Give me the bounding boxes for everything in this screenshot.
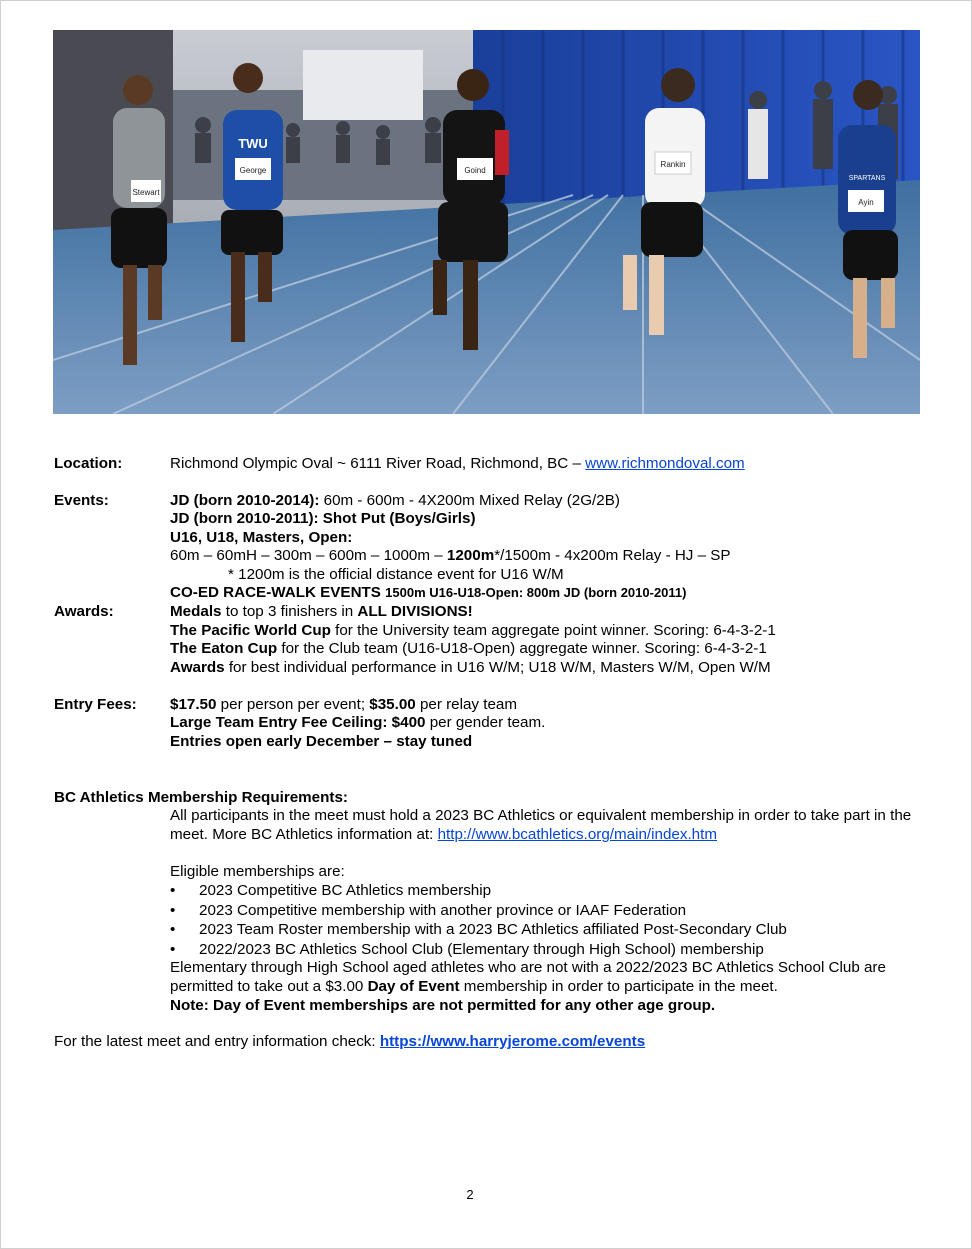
hero-photo bbox=[53, 30, 920, 414]
fee-relay: $35.00 bbox=[369, 696, 416, 713]
events-distances-1200: 1200m bbox=[446, 547, 495, 564]
bcathletics-link[interactable]: http://www.bcathletics.org/main/index.htm bbox=[437, 825, 717, 843]
list-item-text: 2022/2023 BC Athletics School Club (Elementary through High School) membership bbox=[199, 941, 764, 958]
richmond-oval-link[interactable]: www.richmondoval.com bbox=[585, 455, 745, 472]
events-label: Events: bbox=[54, 492, 109, 509]
bib-rankin: Rankin bbox=[660, 160, 686, 169]
events-distances-c: */1500m - 4x200m Relay - HJ – SP bbox=[494, 547, 731, 564]
day-of-event-bold: Day of Event bbox=[367, 977, 460, 995]
harryjerome-link[interactable]: https://www.harryjerome.com/events bbox=[379, 1033, 646, 1050]
awards-eaton-cup bbox=[170, 640, 767, 659]
racewalk-heading: CO-ED RACE-WALK EVENTS bbox=[170, 584, 386, 601]
eligible-heading: Eligible memberships are: bbox=[170, 863, 345, 880]
bib-goind: Goind bbox=[464, 166, 486, 175]
awards-medals-text: to top 3 finishers in bbox=[221, 603, 358, 620]
list-item-text: 2023 Competitive BC Athletics membership bbox=[199, 882, 492, 899]
list-item-text: 2023 Competitive membership with another province or IAAF Federation bbox=[199, 902, 687, 919]
list-item bbox=[170, 941, 764, 960]
jersey-spartans: SPARTANS bbox=[848, 175, 886, 182]
pacific-cup-text: for the University team aggregate point winner. Scoring: 6-4-3-2-1 bbox=[330, 622, 776, 639]
eaton-cup-name: The Eaton Cup bbox=[170, 640, 278, 657]
awards-label: Awards: bbox=[54, 603, 114, 620]
list-item bbox=[170, 882, 491, 901]
events-line-divisions: U16, U18, Masters, Open: bbox=[170, 529, 353, 546]
day-of-event-paragraph bbox=[170, 959, 920, 996]
day-of-event-text-a: Elementary through High School aged athletes who are not with a 2022/2023 BC Athletics School Club are permitted to take out a $3.00 bbox=[170, 959, 886, 995]
fee-ceiling-text: per gender team. bbox=[425, 714, 546, 731]
membership-paragraph bbox=[170, 807, 920, 844]
events-jd-list: 60m - 600m - 4X200m Mixed Relay (2G/2B) bbox=[319, 492, 620, 509]
racewalk-detail: 1500m U16-U18-Open: 800m JD (born 2010-2011) bbox=[385, 585, 687, 600]
fees-line-1 bbox=[170, 696, 517, 715]
events-line-jd bbox=[170, 492, 620, 511]
bullet-dot: • bbox=[170, 921, 176, 938]
latest-info-text: For the latest meet and entry information check: bbox=[54, 1033, 380, 1050]
fee-per-event: $17.50 bbox=[170, 696, 217, 713]
awards-medals-bold: Medals bbox=[170, 603, 222, 620]
eaton-cup-text: for the Club team (U16-U18-Open) aggregate winner. Scoring: 6-4-3-2-1 bbox=[277, 640, 767, 657]
awards-medals bbox=[170, 603, 473, 622]
events-distances-a: 60m – 60mH – 300m – 600m – 1000m – bbox=[170, 547, 447, 564]
events-racewalk bbox=[170, 584, 686, 603]
fee-relay-text: per relay team bbox=[415, 696, 518, 713]
bullet-dot: • bbox=[170, 902, 176, 919]
location-text: Richmond Olympic Oval ~ 6111 River Road, Richmond, BC – bbox=[170, 455, 586, 472]
bib-stewart: Stewart bbox=[132, 188, 160, 197]
membership-heading: BC Athletics Membership Requirements: bbox=[54, 789, 348, 806]
events-line-distances bbox=[170, 547, 731, 566]
sprinters-illustration bbox=[53, 30, 920, 414]
bib-ayin: Ayin bbox=[858, 198, 874, 207]
awards-individual-text: for best individual performance in U16 W/M; U18 W/M, Masters W/M, Open W/M bbox=[224, 659, 771, 676]
membership-para-text: All participants in the meet must hold a 2023 BC Athletics or equivalent membership in order to take part in the meet. More BC Athletics information at: bbox=[170, 807, 912, 843]
location-value bbox=[170, 455, 745, 474]
fee-ceiling: Large Team Entry Fee Ceiling: $400 bbox=[170, 714, 426, 731]
fees-label: Entry Fees: bbox=[54, 696, 137, 713]
events-jd-heading: JD (born 2010-2014): bbox=[170, 492, 320, 509]
list-item-text: 2023 Team Roster membership with a 2023 BC Athletics affiliated Post-Secondary Club bbox=[199, 921, 787, 938]
list-item bbox=[170, 902, 686, 921]
page-number: 2 bbox=[466, 1187, 474, 1202]
membership-note: Note: Day of Event memberships are not permitted for any other age group. bbox=[170, 997, 716, 1014]
awards-pacific-cup bbox=[170, 622, 776, 641]
awards-individual-bold: Awards bbox=[170, 659, 225, 676]
fees-line-2 bbox=[170, 714, 545, 733]
fee-per-event-text: per person per event; bbox=[216, 696, 370, 713]
fees-line-3: Entries open early December – stay tuned bbox=[170, 733, 473, 750]
events-footnote: * 1200m is the official distance event for U16 W/M bbox=[228, 566, 564, 583]
day-of-event-text-c: membership in order to participate in the meet. bbox=[459, 977, 778, 995]
latest-info-line bbox=[54, 1033, 645, 1052]
bullet-dot: • bbox=[170, 882, 176, 899]
awards-individual bbox=[170, 659, 771, 678]
list-item bbox=[170, 921, 787, 940]
events-line-shotput: JD (born 2010-2011): Shot Put (Boys/Girls) bbox=[170, 510, 476, 527]
pacific-cup-name: The Pacific World Cup bbox=[170, 622, 331, 639]
awards-all-divisions: ALL DIVISIONS! bbox=[357, 603, 473, 620]
location-label: Location: bbox=[54, 455, 123, 472]
bib-george: George bbox=[239, 166, 267, 175]
bullet-dot: • bbox=[170, 941, 176, 958]
jersey-twu: TWU bbox=[238, 136, 268, 151]
